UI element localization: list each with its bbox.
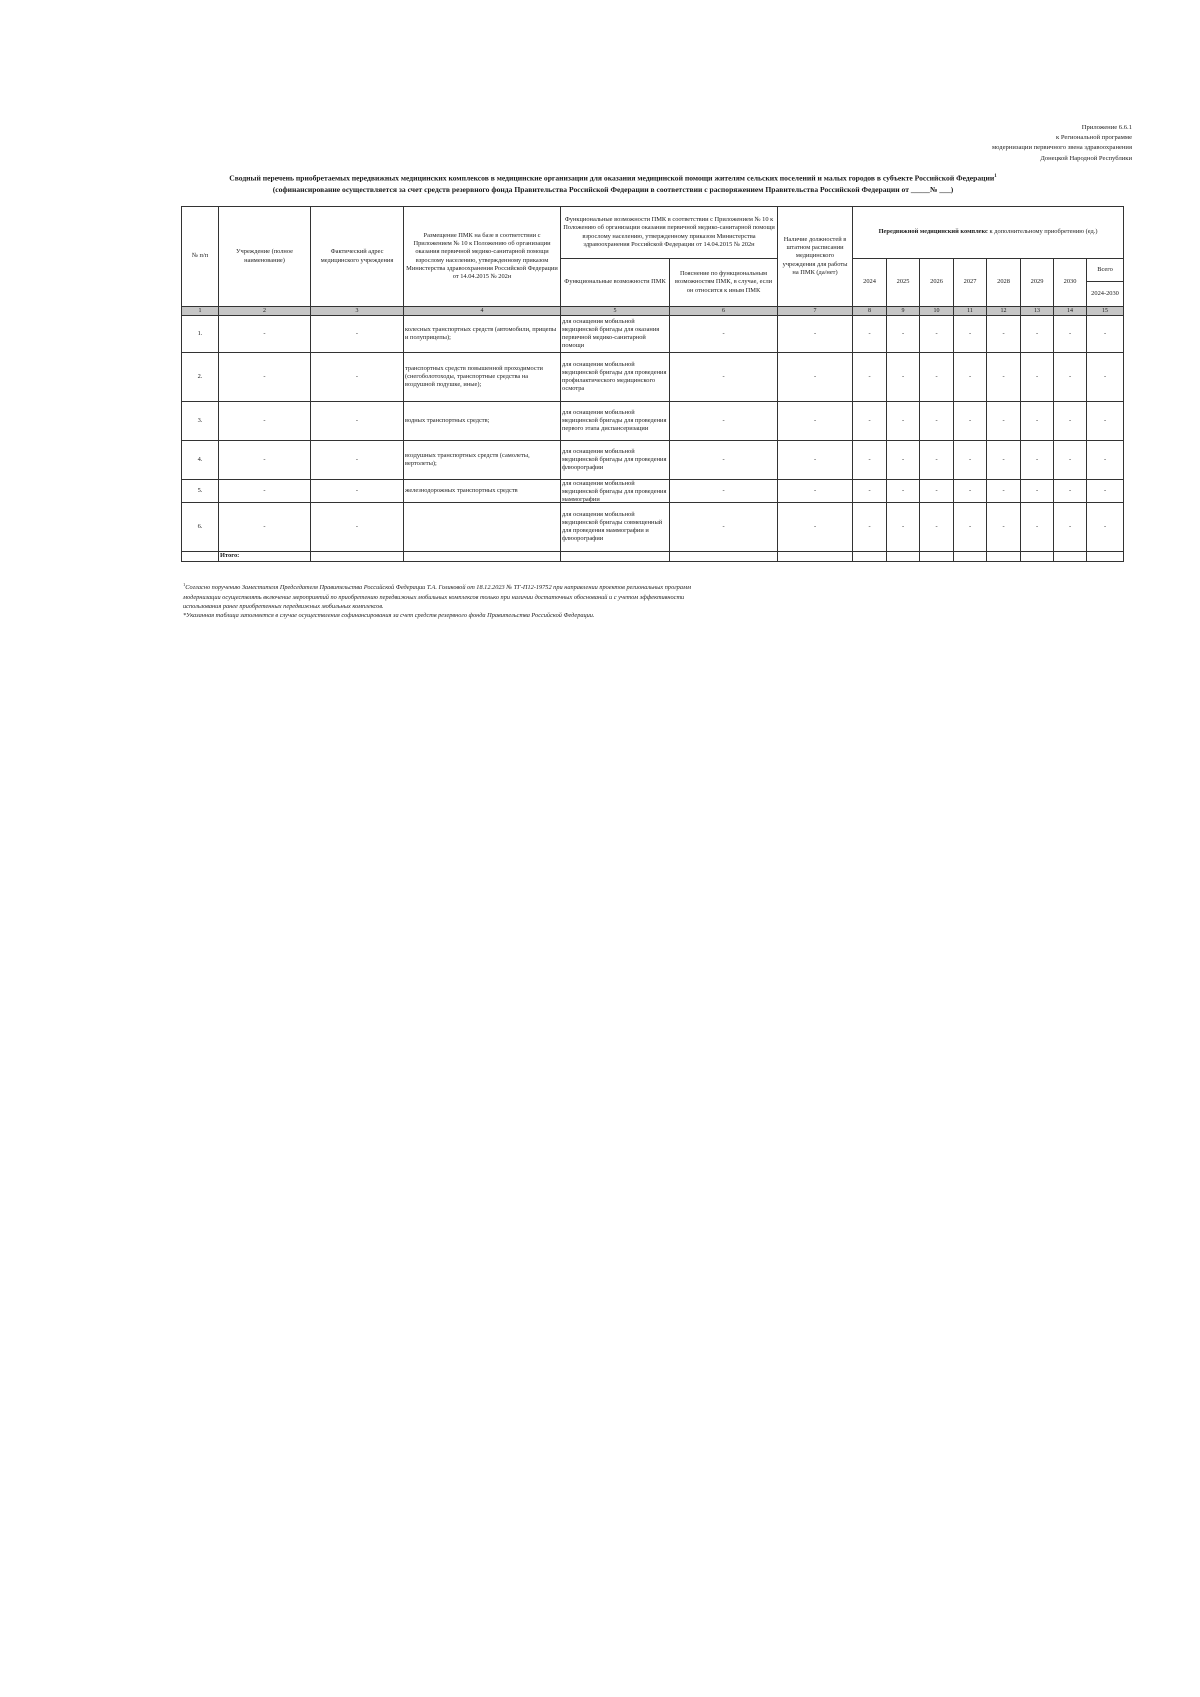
header-address: Фактический адрес медицинского учреждения — [311, 207, 404, 307]
row-functional — [561, 353, 670, 402]
header-mobile-complex — [853, 207, 1124, 259]
row-functional — [561, 480, 670, 503]
row-placement — [404, 316, 561, 353]
row-placement — [404, 402, 561, 441]
row-functional — [561, 402, 670, 441]
table-row — [182, 353, 1124, 402]
row-staff: - — [778, 316, 853, 353]
row-value: - — [1087, 402, 1124, 441]
row-value: - — [987, 353, 1021, 402]
header-total: Всего — [1087, 259, 1124, 282]
row-num: 1. — [182, 316, 219, 353]
row-num: 5. — [182, 480, 219, 503]
col-number: 5 — [561, 307, 670, 316]
column-number-row — [182, 307, 1124, 316]
row-value: - — [954, 316, 987, 353]
total-empty-cell — [311, 552, 404, 562]
header-mobile-bold: Передвижной медицинский комплекс — [878, 228, 988, 236]
row-institution: - — [219, 316, 311, 353]
row-value: - — [1087, 353, 1124, 402]
row-institution: - — [219, 441, 311, 480]
title-line-1: Сводный перечень приобретаемых передвижных медицинских комплексов в медицинские организации для оказания медицинской помощи жителям сельских поселений и малых городов в субъекте Российской Федерации — [229, 173, 995, 183]
row-value: - — [954, 353, 987, 402]
row-address: - — [311, 503, 404, 552]
col-number: 10 — [920, 307, 954, 316]
row-staff: - — [778, 480, 853, 503]
row-value: - — [853, 353, 887, 402]
row-address: - — [311, 441, 404, 480]
total-empty-cell — [1054, 552, 1087, 562]
header-staff: Наличие должностей в штатном расписании медицинского учреждения для работы на ПМК (да/нет) — [778, 207, 853, 307]
row-placement-text: водных транспортных средств; — [405, 416, 490, 424]
row-value: - — [987, 441, 1021, 480]
row-address: - — [311, 480, 404, 503]
total-empty-cell — [670, 552, 778, 562]
footnote-line: Согласно поручению Заместителя Председателя Правительства Российской Федерации Т.А. Голиковой от 18.12.2023 № ТГ-П12-19752 при направлении проектов региональных программ — [185, 584, 692, 592]
row-staff: - — [778, 441, 853, 480]
title-line-2: (софинансирование осуществляется за счет средств резервного фонда Правительства Российской Федерации в соответствии с распоряжением Правительства Российской Федерации от _____№ ___) — [272, 184, 954, 194]
appendix-line: к Региональной программе — [1055, 134, 1132, 142]
row-num: 3. — [182, 402, 219, 441]
row-value: - — [853, 316, 887, 353]
row-value: - — [1087, 480, 1124, 503]
footnote-line: *Указанная таблица заполняется в случае осуществления софинансирования за счет средств резервного фонда Правительства Российской Федерации. — [183, 612, 595, 620]
total-row — [182, 552, 1124, 562]
title-footnote-mark: 1 — [994, 174, 997, 179]
table-row — [182, 480, 1124, 503]
col-number: 6 — [670, 307, 778, 316]
total-empty-cell — [987, 552, 1021, 562]
row-institution: - — [219, 402, 311, 441]
row-value: - — [887, 402, 920, 441]
row-placement-text: воздушных транспортных средств (самолеты, вертолеты); — [405, 451, 530, 467]
col-number: 13 — [1021, 307, 1054, 316]
appendix-reference — [992, 123, 1132, 164]
row-value: - — [954, 402, 987, 441]
row-value: - — [853, 503, 887, 552]
header-year: 2025 — [887, 259, 920, 307]
row-explanation: - — [670, 353, 778, 402]
row-placement — [404, 480, 561, 503]
row-staff: - — [778, 402, 853, 441]
row-placement-text: колесных транспортных средств (автомобили, прицепы и полуприцепы); — [405, 325, 557, 341]
row-value: - — [853, 402, 887, 441]
appendix-line: модернизации первичного звена здравоохранения — [991, 144, 1132, 152]
summary-table — [181, 206, 1124, 562]
total-empty-cell — [182, 552, 219, 562]
total-empty-cell — [1021, 552, 1054, 562]
row-value: - — [954, 480, 987, 503]
col-number: 2 — [219, 307, 311, 316]
header-placement: Размещение ПМК на базе в соответствии с Приложением № 10 к Положению об организации оказания первичной медико-санитарной помощи взрослому населению, утвержденному приказом Министерства здравоохранения Российской Федерации от 14.04.2015 № 202н — [404, 207, 561, 307]
row-placement — [404, 503, 561, 552]
appendix-line: Приложение 6.6.1 — [1081, 124, 1132, 131]
row-value: - — [987, 402, 1021, 441]
row-explanation: - — [670, 402, 778, 441]
footnote-line: модернизации осуществлять включение мероприятий по приобретению передвижных мобильных комплексов только при наличии достаточных обоснований и с учетом эффективности — [183, 593, 685, 601]
row-value: - — [1054, 480, 1087, 503]
row-value: - — [1054, 503, 1087, 552]
footnotes — [183, 580, 823, 621]
row-value: - — [887, 353, 920, 402]
row-explanation: - — [670, 480, 778, 503]
row-explanation: - — [670, 316, 778, 353]
row-value: - — [1087, 503, 1124, 552]
row-value: - — [920, 441, 954, 480]
row-value: - — [1021, 441, 1054, 480]
row-value: - — [920, 402, 954, 441]
col-number: 12 — [987, 307, 1021, 316]
header-functional: Функциональные возможности ПМК — [561, 259, 670, 307]
row-institution: - — [219, 480, 311, 503]
row-explanation: - — [670, 503, 778, 552]
row-num: 6. — [182, 503, 219, 552]
row-placement — [404, 353, 561, 402]
header-functional-group: Функциональные возможности ПМК в соответствии с Приложением № 10 к Положению об организации оказания первичной медико-санитарной помощи взрослому населению, утвержденному приказом Министерства здравоохранения Российской Федерации от 14.04.2015 № 202н — [561, 207, 778, 259]
row-address: - — [311, 402, 404, 441]
total-empty-cell — [561, 552, 670, 562]
col-number: 14 — [1054, 307, 1087, 316]
row-functional-text: для оснащения мобильной медицинской бригады для проведения маммографии — [562, 480, 667, 502]
row-functional-text: для оснащения мобильной медицинской бригады для оказания первичной медико-санитарной помощи — [562, 317, 660, 350]
row-address: - — [311, 316, 404, 353]
row-num: 4. — [182, 441, 219, 480]
row-value: - — [920, 503, 954, 552]
header-year: 2030 — [1054, 259, 1087, 307]
row-value: - — [887, 480, 920, 503]
table-row — [182, 503, 1124, 552]
col-number: 3 — [311, 307, 404, 316]
row-functional — [561, 503, 670, 552]
table-row — [182, 441, 1124, 480]
row-value: - — [1021, 402, 1054, 441]
header-institution: Учреждение (полное наименование) — [219, 207, 311, 307]
total-label: Итого: — [219, 552, 311, 562]
footnote-mark: 1 — [183, 582, 186, 587]
header-year: 2028 — [987, 259, 1021, 307]
header-mobile-rest: к дополнительному приобретению (ед.) — [987, 228, 1098, 236]
row-num: 2. — [182, 353, 219, 402]
row-address: - — [311, 353, 404, 402]
header-year: 2024 — [853, 259, 887, 307]
row-functional-text: для оснащения мобильной медицинской бригады для проведения флюорографии — [562, 447, 667, 472]
row-value: - — [920, 353, 954, 402]
col-number: 7 — [778, 307, 853, 316]
row-staff: - — [778, 353, 853, 402]
total-empty-cell — [404, 552, 561, 562]
col-number: 9 — [887, 307, 920, 316]
total-empty-cell — [778, 552, 853, 562]
row-value: - — [1021, 480, 1054, 503]
table-row — [182, 402, 1124, 441]
header-year: 2029 — [1021, 259, 1054, 307]
row-value: - — [920, 480, 954, 503]
col-number: 4 — [404, 307, 561, 316]
row-staff: - — [778, 503, 853, 552]
total-empty-cell — [1087, 552, 1124, 562]
total-empty-cell — [954, 552, 987, 562]
header-year: 2026 — [920, 259, 954, 307]
col-number: 11 — [954, 307, 987, 316]
row-explanation: - — [670, 441, 778, 480]
row-institution: - — [219, 353, 311, 402]
row-value: - — [1087, 441, 1124, 480]
row-value: - — [1054, 316, 1087, 353]
row-functional-text: для оснащения мобильной медицинской бригады совмещенный для проведения маммографии и флюорографии — [562, 510, 663, 543]
row-functional — [561, 441, 670, 480]
row-value: - — [954, 503, 987, 552]
row-value: - — [887, 503, 920, 552]
col-number: 1 — [182, 307, 219, 316]
row-institution: - — [219, 503, 311, 552]
row-value: - — [1021, 353, 1054, 402]
row-value: - — [1021, 503, 1054, 552]
total-empty-cell — [920, 552, 954, 562]
header-year: 2027 — [954, 259, 987, 307]
row-placement-text: транспортных средств повышенной проходимости (снегоболотоходы, транспортные средства на воздушной подушке, иные); — [405, 364, 543, 389]
header-num: № п/п — [182, 207, 219, 307]
row-value: - — [1054, 402, 1087, 441]
row-functional — [561, 316, 670, 353]
row-value: - — [887, 441, 920, 480]
row-placement — [404, 441, 561, 480]
col-number: 8 — [853, 307, 887, 316]
row-functional-text: для оснащения мобильной медицинской бригады для проведения первого этапа диспансеризации — [562, 408, 667, 433]
header-total-range: 2024-2030 — [1087, 282, 1124, 307]
row-value: - — [987, 480, 1021, 503]
row-value: - — [987, 503, 1021, 552]
total-empty-cell — [887, 552, 920, 562]
col-number: 15 — [1087, 307, 1124, 316]
row-value: - — [853, 441, 887, 480]
row-value: - — [1054, 441, 1087, 480]
row-value: - — [887, 316, 920, 353]
document-title — [183, 171, 1043, 195]
footnote-line: использования ранее приобретенных передвижных мобильных комплексов. — [183, 602, 384, 610]
row-value: - — [920, 316, 954, 353]
row-placement-text: железнодорожных транспортных средств — [405, 486, 518, 494]
row-value: - — [853, 480, 887, 503]
appendix-line: Донецкой Народной Республики — [1040, 154, 1132, 162]
header-explanation: Пояснение по функциональным возможностям ПМК, в случае, если он относится к иным ПМК — [670, 259, 778, 307]
row-value: - — [1054, 353, 1087, 402]
row-functional-text: для оснащения мобильной медицинской бригады для проведения профилактического медицинского осмотра — [562, 360, 667, 393]
row-value: - — [954, 441, 987, 480]
total-empty-cell — [853, 552, 887, 562]
row-value: - — [987, 316, 1021, 353]
table-row — [182, 316, 1124, 353]
row-value: - — [1021, 316, 1054, 353]
row-value: - — [1087, 316, 1124, 353]
